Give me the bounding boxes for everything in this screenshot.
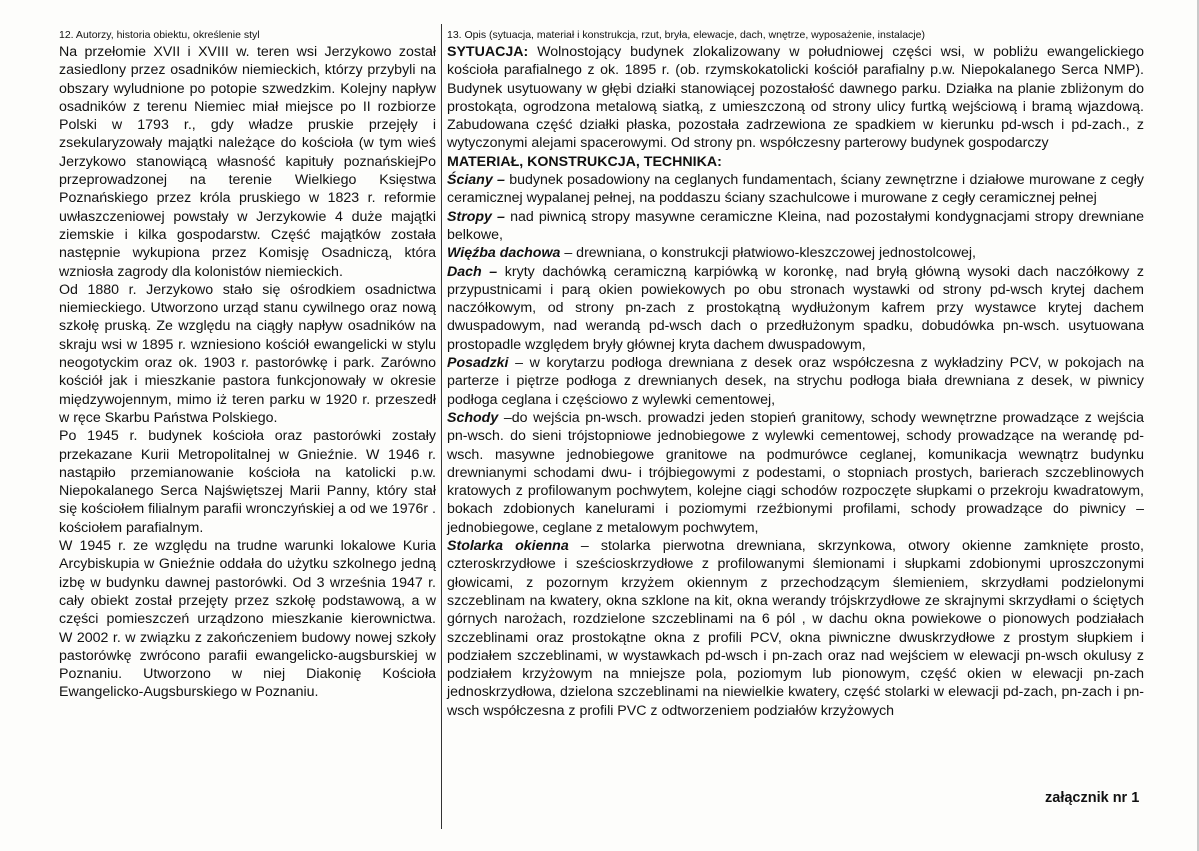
history-paragraph-3: Po 1945 r. budynek kościoła oraz pastorówki zostały przekazane Kurii Metropolitalnej w Gnieźnie. W 1946 r. nastąpiło przemianowanie kościoła na katolicki p.w. Niepokalanego Serca Najświętszej Marii Panny, który stał się kościołem filialnym parafii wronczyńskiej a od we 1976r . kościołem parafialnym. — [59, 428, 436, 536]
roof-text: kryty dachówką ceramiczną karpiówką w koronkę, nad bryłą główną wysoki dach naczółkowy z przypustnicami i parą okien powiekowych po obu stronach wystawki od strony pd-wsch krytej dachem naczółkowym, od strony pn-zach z prostokątną wydłużonym kafrem przy wystawce krytej dachem dwuspadowym, nad werandą pd-wsch dach o przedłużonym spadku, dobudówka pn-wsch. usytuowana prostopadle względem bryły głównej kryta dachem dwuspadowym, — [447, 263, 1144, 353]
walls-label: Ściany – — [447, 172, 505, 189]
floors-paragraph — [447, 354, 1144, 409]
history-paragraph-4: W 1945 r. ze względu na trudne warunki lokalowe Kuria Arcybiskupia w Gnieźnie oddała do użytku szkolnego jedną izbę w budynku dawnej pastorówki. Od 3 września 1947 r. cały obiekt został przejęty przez szkołę podstawową, a w części pomieszczeń urządzono mieszkanie kierownictwa. W 2002 r. w związku z zakończeniem budowy nowej szkoły pastorówkę zwrócono parafii ewangelicko-augsburskiej w Poznaniu. Utworzono w niej Diakonię Kościoła Ewangelicko-Augsburskiego w Poznaniu. — [59, 538, 436, 701]
description-body — [447, 43, 1144, 720]
windows-paragraph — [447, 537, 1144, 720]
history-paragraph-2: Od 1880 r. Jerzykowo stało się ośrodkiem osadnictwa niemieckiego. Utworzono urząd stanu cywilnego oraz nową szkołę pruską. Ze względu na ciągły napływ osadników na skraju wsi w 1895 r. wzniesiono kościół ewangelicki w stylu neogotyckim oraz ok. 1903 r. pastorówkę i park. Zarówno kościół jak i mieszkanie pastora funkcjonowały w okresie międzywojennym, mimo iż teren parku w 1920 r. przeszedł w ręce Skarbu Państwa Polskiego. — [59, 281, 436, 426]
roof-truss-text: – drewniana, o konstrukcji płatwiowo-kleszczowej jednostolcowej, — [560, 245, 976, 262]
ceilings-text: nad piwnicą stropy masywne ceramiczne Kleina, nad pozostałymi kondygnacjami stropy drewniane belkowe, — [447, 208, 1145, 243]
ceilings-paragraph — [447, 208, 1144, 245]
attachment-label: załącznik nr 1 — [1045, 790, 1140, 806]
walls-paragraph — [447, 171, 1144, 208]
history-paragraph-1: Na przełomie XVII i XVIII w. teren wsi Jerzykowo został zasiedlony przez osadników niemieckich, którzy przybyli na obszary wyludnione po potopie szwedzkim. Kolejny napływ osadników z terenu Niemiec miał miejsce po II rozbiorze Polski w 1793 r., gdy władze pruskie przejęły i zsekularyzowały majątki należące do kościoła (w tym wieś Jerzykowo stanowiącą własność kapituły poznańskiejPo przeprowadzonej na terenie Wielkiego Księstwa Poznańskiego przez króla pruskiego w 1823 r. reformie uwłaszczeniowej powstały w Jerzykowie 4 duże majątki ziemskie i kilka gospodarstw. Część majątków została następnie wykupiona przez Komisję Osadniczą, która wzniosła zagrody dla kolonistów niemieckich. — [59, 44, 436, 280]
material-heading: MATERIAŁ, KONSTRUKCJA, TECHNIKA: — [447, 153, 722, 170]
windows-text: – stolarka pierwotna drewniana, skrzynkowa, otwory okienne zamknięte prosto, czteroskrzydłowe i sześcioskrzydłowe z profilowanymi ślemionami i słupkami zdobionymi uproszczonymi głowicami, z pozornym krzyżem okiennym z przechodzącym ślemieniem, skrzydłami podzielonymi szczeblinam na kwatery, okna szklone na kit, okna werandy trójskrzydłowe ze skrajnymi skrzydłami o ściętych górnych narożach, rozdzielone szczeblinami na 6 pól , w dachu okna powiekowe o pionowych podziałach szczeblinami oraz prostokątne okna z profili PCV, okna piwniczne dwuskrzydłowe z prostym słupkiem i podziałem szczeblinami, w wystawkach pd-wsch i pn-zach oraz nad wejściem w elewacji pn-wsch okulusy z podziałem krzyżowym na mniejsze pola, poziomym lub pionowym, część okien w elewacji pn-zach jednoskrzydłowa, dzielona szczeblinami na niewielkie kwatery, część stolarki w elewacji pd-zach, pn-zach i pn-wsch współczesna z profili PVC z odtworzeniem podziałów krzyżowych — [447, 538, 1144, 719]
situation-label: SYTUACJA: — [447, 44, 529, 60]
description-heading: 13. Opis (sytuacja, materiał i konstrukcja, rzut, bryła, elewacje, dach, wnętrze, wyposażenie, instalacje) — [447, 29, 925, 41]
stairs-paragraph — [447, 409, 1144, 537]
roof-paragraph — [447, 263, 1144, 354]
roof-truss-label: Więźba dachowa — [447, 245, 561, 262]
column-divider — [441, 24, 442, 829]
history-body — [59, 43, 436, 702]
situation-text: Wolnostojący budynek zlokalizowany w południowej części wsi, w pobliżu ewangelickiego kościoła parafialnego z ok. 1895 r. (ob. rzymskokatolicki kościół parafialny p.w. Niepokalanego Serca NMP). Budynek usytuowany w głębi działki stanowiącej pozostałość dawnego parku. Działka na planie zbliżonym do prostokąta, ogrodzona metalową siatką, z umieszczoną od strony ulicy furtką wejściową i bramą wjazdową. Zabudowana część działki płaska, pozostała zadrzewiona ze spadkiem w kierunku pd-wsch i pd-zach., z wytyczonymi alejami spacerowymi. Od strony pn. współczesny parterowy budynek gospodarczy — [447, 44, 1144, 152]
history-heading: 12. Autorzy, historia obiektu, określenie styl — [59, 29, 260, 41]
description-column — [447, 29, 1144, 720]
stairs-text: –do wejścia pn-wsch. prowadzi jeden stopień granitowy, schody wewnętrzne prowadzące z wejścia pn-wsch. do sieni trójstopniowe jednobiegowe z wylewki cementowej, schody prowadzące na werandę pd-wsch. masywne jednobiegowe granitowe na podmurówce ceglanej, komunikacja wewnątrz budynku drewnianymi schodami dwu- i trójbiegowymi z podestami, o stopniach prostych, barierach szczeblinowych kratowych z profilowanym pochwytem, kolejne ciągi schodów rozpoczęte słupkami o przekroju kwadratowym, bokach zdobionych kanelurami i poziomymi rzeźbionymi profilami, schody prowadzące do piwnicy –jednobiegowe, ceglane z metalowym pochwytem, — [447, 409, 1144, 536]
floors-text: – w korytarzu podłoga drewniana z desek oraz współczesna z wykładziny PCV, w pokojach na parterze i piętrze podłoga z drewnianych desek, na strychu podłoga biała drewniana z desek, w piwnicy podłoga ceglana i częściowo z wylewki cementowej, — [447, 355, 1144, 408]
windows-label: Stolarka okienna — [447, 538, 569, 555]
roof-truss-paragraph — [447, 244, 1144, 262]
ceilings-label: Stropy – — [447, 208, 505, 225]
situation-paragraph — [447, 43, 1144, 153]
stairs-label: Schody — [447, 409, 499, 426]
roof-label: Dach – — [447, 263, 498, 280]
walls-text: budynek posadowiony na ceglanych fundamentach, ściany zewnętrzne i działowe murowane z cegły ceramicznej wypalanej pełnej, na poddaszu ściany szachulcowe i murowane z cegły ceramicznej pełnej — [447, 172, 1144, 207]
history-column — [59, 29, 436, 702]
floors-label: Posadzki — [447, 355, 509, 372]
